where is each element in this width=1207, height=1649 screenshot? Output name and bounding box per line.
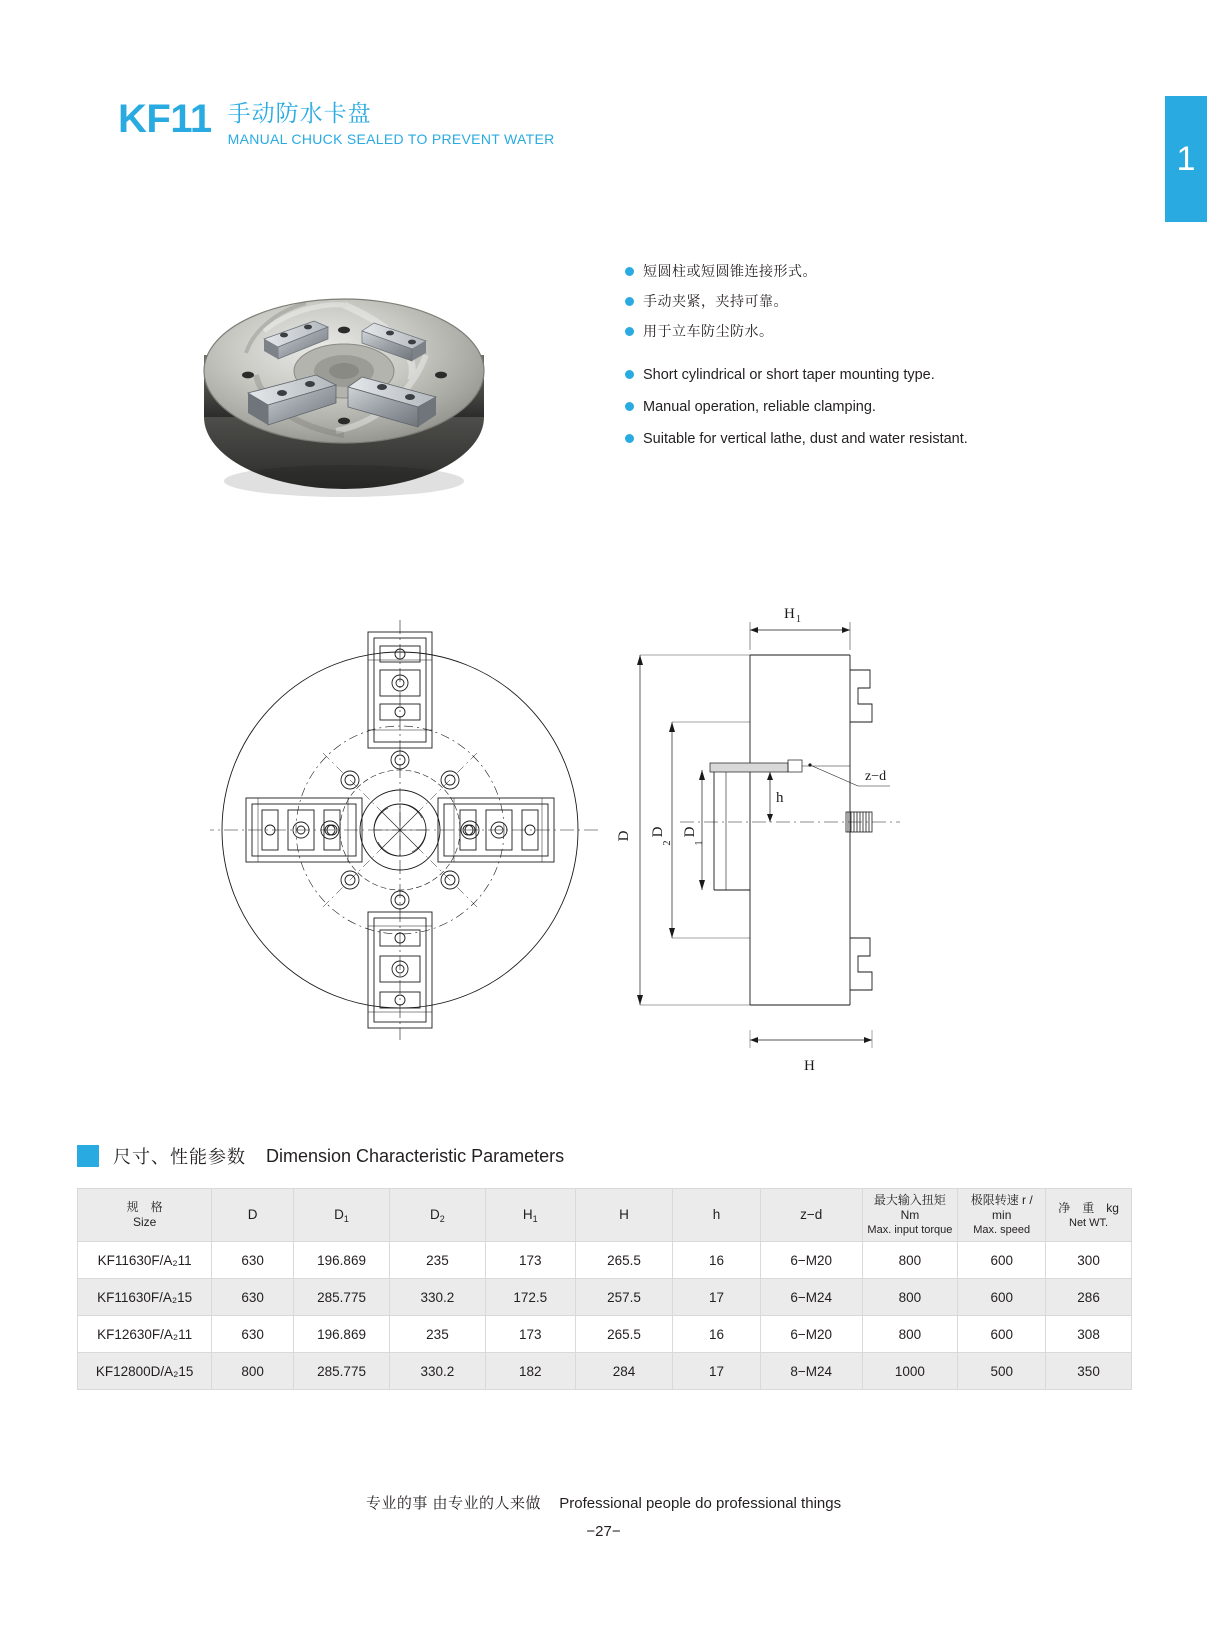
cell-torque: 800 (862, 1316, 958, 1353)
features-en-list (625, 365, 1105, 461)
technical-drawing (210, 600, 1010, 1080)
feature-cn-text: 短圆柱或短圆锥连接形式。 (643, 263, 817, 279)
col-speed: 极限转速 r / min Max. speed (958, 1189, 1046, 1242)
cell-h: 265.5 (575, 1242, 673, 1279)
cell-h-small: 17 (673, 1353, 761, 1390)
col-h-small: h (673, 1189, 761, 1242)
label-d1-sub: 1 (694, 840, 705, 846)
cell-weight: 286 (1046, 1279, 1132, 1316)
features-cn-list (625, 262, 1095, 352)
cell-weight: 308 (1046, 1316, 1132, 1353)
feature-en-text: Manual operation, reliable clamping. (643, 399, 876, 415)
cell-h: 265.5 (575, 1316, 673, 1353)
cell-h: 284 (575, 1353, 673, 1390)
page-header (118, 96, 555, 149)
cell-weight: 300 (1046, 1242, 1132, 1279)
cell-h-small: 16 (673, 1316, 761, 1353)
col-torque: 最大输入扭矩 Nm Max. input torque (862, 1189, 958, 1242)
cell-h1: 172.5 (485, 1279, 575, 1316)
section-marker-icon (77, 1145, 99, 1167)
product-photo (186, 235, 516, 520)
title-group (228, 96, 555, 149)
table-row (78, 1316, 1132, 1353)
page-number-tab: 1 (1165, 96, 1207, 222)
feature-en-text: Suitable for vertical lathe, dust and water resistant. (643, 431, 968, 447)
cell-d2: 235 (390, 1316, 486, 1353)
col-h1: $H_1$ (485, 1189, 575, 1242)
col-d: D (212, 1189, 294, 1242)
list-item (625, 429, 1105, 449)
col-zd: z−d (760, 1189, 862, 1242)
col-size: 规 格 Size (78, 1189, 212, 1242)
bullet-dot-icon (625, 267, 634, 276)
label-d: D (616, 830, 632, 842)
cell-weight: 350 (1046, 1353, 1132, 1390)
footer-slogan-cn: 专业的事 由专业的人来做 (365, 1495, 542, 1512)
cell-d: 800 (212, 1353, 294, 1390)
label-h1: H (784, 606, 795, 622)
cell-d1: 285.775 (294, 1279, 390, 1316)
model-code: KF11 (118, 97, 212, 141)
label-d2: D (650, 826, 666, 838)
cell-h: 257.5 (575, 1279, 673, 1316)
bullet-dot-icon (625, 402, 634, 411)
list-item (625, 292, 1095, 311)
page-title-en: MANUAL CHUCK SEALED TO PREVENT WATER (227, 131, 555, 147)
cell-zd: 6−M20 (760, 1242, 862, 1279)
feature-en-text: Short cylindrical or short taper mounting type. (643, 367, 935, 383)
col-d1: $D_1$ (294, 1189, 390, 1242)
section-header (77, 1143, 564, 1169)
cell-speed: 500 (958, 1353, 1046, 1390)
cell-zd: 6−M24 (760, 1279, 862, 1316)
label-h-bottom: H (804, 1058, 815, 1074)
table-row (78, 1353, 1132, 1390)
list-item (625, 365, 1105, 385)
section-title-cn: 尺寸、性能参数 (113, 1147, 246, 1167)
cell-d: 630 (212, 1242, 294, 1279)
bullet-dot-icon (625, 297, 634, 306)
cell-zd: 8−M24 (760, 1353, 862, 1390)
cell-size: KF12630F/A₂11 (78, 1316, 212, 1353)
parameters-table (77, 1188, 1132, 1390)
cell-d1: 285.775 (294, 1353, 390, 1390)
cell-torque: 1000 (862, 1353, 958, 1390)
cell-h-small: 16 (673, 1242, 761, 1279)
cell-size: KF11630F/A₂15 (78, 1279, 212, 1316)
page-title-cn: 手动防水卡盘 (227, 100, 372, 126)
list-item (625, 262, 1095, 281)
table-row (78, 1279, 1132, 1316)
cell-d: 630 (212, 1316, 294, 1353)
label-h1-sub: 1 (796, 614, 801, 625)
label-z-d: z−d (865, 769, 887, 784)
bullet-dot-icon (625, 370, 634, 379)
label-d2-sub: 2 (662, 840, 673, 846)
cell-d1: 196.869 (294, 1316, 390, 1353)
col-d2: $D_2$ (390, 1189, 486, 1242)
col-h: H (575, 1189, 673, 1242)
footer-slogan-en: Professional people do professional things (559, 1495, 842, 1512)
cell-d2: 330.2 (390, 1279, 486, 1316)
section-title-en: Dimension Characteristic Parameters (266, 1145, 565, 1166)
cell-h-small: 17 (673, 1279, 761, 1316)
cell-h1: 173 (485, 1242, 575, 1279)
page-number: −27− (586, 1523, 621, 1540)
cell-d1: 196.869 (294, 1242, 390, 1279)
feature-cn-text: 手动夹紧，夹持可靠。 (643, 293, 788, 309)
cell-speed: 600 (958, 1316, 1046, 1353)
cell-size: KF12800D/A₂15 (78, 1353, 212, 1390)
technical-drawing-svg (210, 600, 1010, 1080)
table-header-row (78, 1189, 1132, 1242)
cell-speed: 600 (958, 1242, 1046, 1279)
footer-slogan (0, 1492, 1207, 1513)
feature-cn-text: 用于立车防尘防水。 (643, 323, 774, 339)
table-row (78, 1242, 1132, 1279)
cell-speed: 600 (958, 1279, 1046, 1316)
cell-d2: 235 (390, 1242, 486, 1279)
cell-d: 630 (212, 1279, 294, 1316)
cell-size: KF11630F/A₂11 (78, 1242, 212, 1279)
col-weight: 净 重 kg Net WT. (1046, 1189, 1132, 1242)
list-item (625, 322, 1095, 341)
bullet-dot-icon (625, 434, 634, 443)
cell-torque: 800 (862, 1242, 958, 1279)
list-item (625, 397, 1105, 417)
label-d1: D (682, 826, 698, 838)
label-h-small: h (776, 790, 784, 806)
chuck-photo-image (186, 235, 516, 520)
cell-d2: 330.2 (390, 1353, 486, 1390)
cell-h1: 173 (485, 1316, 575, 1353)
bullet-dot-icon (625, 327, 634, 336)
cell-zd: 6−M20 (760, 1316, 862, 1353)
cell-torque: 800 (862, 1279, 958, 1316)
cell-h1: 182 (485, 1353, 575, 1390)
